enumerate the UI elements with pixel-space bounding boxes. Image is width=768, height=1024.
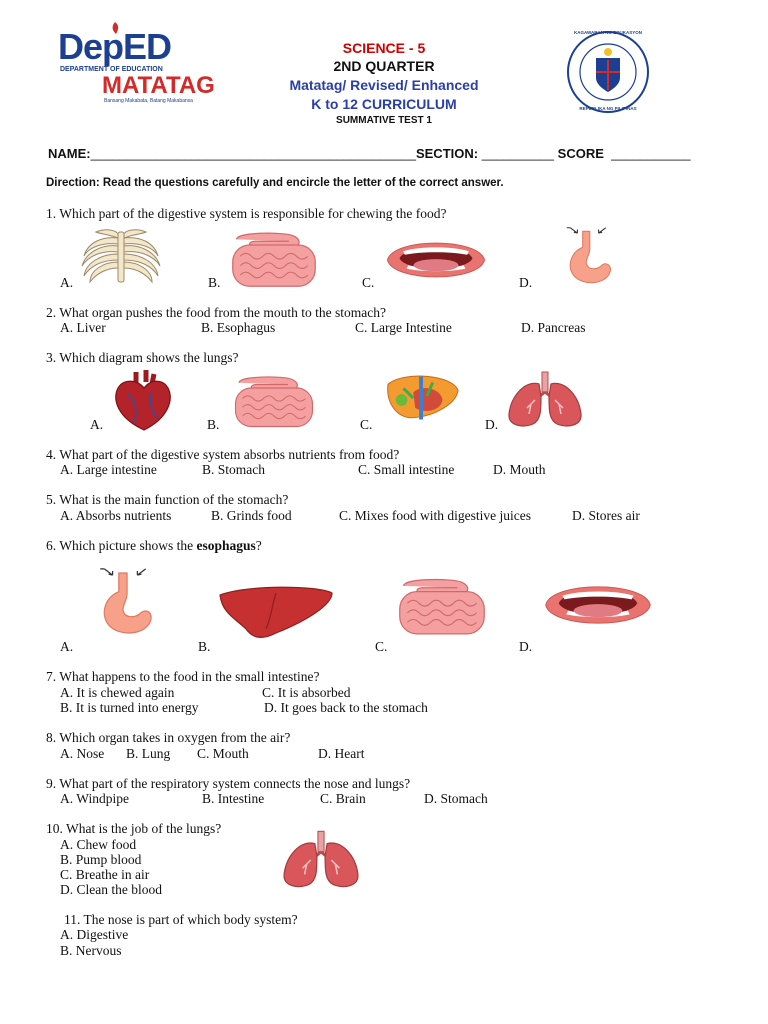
student-info-line <box>48 146 691 161</box>
q10-option-d[interactable]: D. Clean the blood <box>60 882 162 897</box>
score-blank[interactable]: ___________ <box>611 146 691 161</box>
section-label: SECTION: <box>415 146 479 161</box>
q9-option-b[interactable]: B. Intestine <box>202 791 265 806</box>
q6-option-d[interactable]: D. <box>519 639 533 654</box>
q7-option-b[interactable]: B. It is turned into energy <box>60 700 199 715</box>
q9-option-c[interactable]: C. Brain <box>320 791 366 806</box>
seal-text-top: KAGAWARAN NG EDUKASYON <box>573 30 642 35</box>
q4-option-c[interactable]: C. Small intestine <box>358 462 455 477</box>
name-label: NAME: <box>48 146 91 161</box>
name-blank[interactable]: _____________________________________________ <box>90 146 416 161</box>
q10-option-b[interactable]: B. Pump blood <box>60 852 142 867</box>
matatag-wordmark: MATATAG <box>102 72 215 99</box>
q4-option-d[interactable]: D. Mouth <box>493 462 546 477</box>
heart-image <box>108 368 178 432</box>
question-8: 8. Which organ takes in oxygen from the air? <box>46 730 291 745</box>
q2-option-a[interactable]: A. Liver <box>60 320 106 335</box>
lungs-image <box>504 370 586 430</box>
question-11: 11. The nose is part of which body system? <box>64 912 298 927</box>
curriculum-type: Matatag/ Revised/ Enhanced <box>289 77 479 93</box>
deped-wordmark: DepED <box>58 26 172 67</box>
q3-option-d[interactable]: D. <box>485 417 499 432</box>
q11-option-a[interactable]: A. Digestive <box>60 927 129 942</box>
score-label: SCORE <box>557 146 604 161</box>
q11-option-b[interactable]: B. Nervous <box>60 943 122 958</box>
deped-seal <box>566 30 650 114</box>
question-5: 5. What is the main function of the stomach? <box>46 492 289 507</box>
question-7: 7. What happens to the food in the small intestine? <box>46 669 320 684</box>
intestine-image <box>224 230 324 290</box>
q5-option-a[interactable]: A. Absorbs nutrients <box>60 508 172 523</box>
q6-option-a[interactable]: A. <box>60 639 74 654</box>
intestine-image <box>394 562 490 652</box>
question-4: 4. What part of the digestive system absorbs nutrients from food? <box>46 447 400 462</box>
question-2: 2. What organ pushes the food from the mouth to the stomach? <box>46 305 386 320</box>
stomach-image <box>558 226 618 288</box>
section-blank[interactable]: __________ <box>481 146 555 161</box>
question-9: 9. What part of the respiratory system connects the nose and lungs? <box>46 776 411 791</box>
q3-option-a[interactable]: A. <box>90 417 104 432</box>
q7-option-c[interactable]: C. It is absorbed <box>262 685 351 700</box>
q8-option-b[interactable]: B. Lung <box>126 746 171 761</box>
q10-option-a[interactable]: A. Chew food <box>60 837 137 852</box>
direction-text: Direction: Read the questions carefully and encircle the letter of the correct answer. <box>46 177 504 189</box>
q8-option-a[interactable]: A. Nose <box>60 746 105 761</box>
q2-option-c[interactable]: C. Large Intestine <box>355 320 452 335</box>
q2-option-d[interactable]: D. Pancreas <box>521 320 586 335</box>
intestine-image <box>226 374 322 430</box>
logo-tagline: Bansang Makabata, Batang Makabansa <box>104 98 193 104</box>
q1-option-a[interactable]: A. <box>60 275 74 290</box>
test-title: SUMMATIVE TEST 1 <box>336 115 432 126</box>
q4-option-b[interactable]: B. Stomach <box>202 462 265 477</box>
subject-title: SCIENCE - 5 <box>342 40 426 56</box>
q7-option-a[interactable]: A. It is chewed again <box>60 685 175 700</box>
liver-image <box>216 578 336 652</box>
deped-logo <box>58 20 228 104</box>
q1-option-b[interactable]: B. <box>208 275 221 290</box>
seal-text-bottom: REPUBLIKA NG PILIPINAS <box>579 106 637 111</box>
question-6-end: ? <box>255 538 262 553</box>
ribcage-image <box>78 228 164 288</box>
q8-option-d[interactable]: D. Heart <box>318 746 365 761</box>
lungs-image <box>280 826 362 894</box>
q4-option-a[interactable]: A. Large intestine <box>60 462 157 477</box>
liver-pancreas-image <box>384 370 462 430</box>
q6-option-b[interactable]: B. <box>198 639 211 654</box>
q10-option-c[interactable]: C. Breathe in air <box>60 867 150 882</box>
q8-option-c[interactable]: C. Mouth <box>197 746 249 761</box>
q9-option-a[interactable]: A. Windpipe <box>60 791 129 806</box>
seal-emblem <box>566 30 650 114</box>
question-6-text: 6. Which picture shows the <box>46 538 197 553</box>
esophagus-stomach-image <box>94 562 156 644</box>
q2-option-b[interactable]: B. Esophagus <box>201 320 276 335</box>
q9-option-d[interactable]: D. Stomach <box>424 791 488 806</box>
q1-option-c[interactable]: C. <box>362 275 375 290</box>
q3-option-c[interactable]: C. <box>360 417 373 432</box>
q3-option-b[interactable]: B. <box>207 417 220 432</box>
mouth-image <box>384 234 488 286</box>
question-3: 3. Which diagram shows the lungs? <box>46 350 239 365</box>
question-1: 1. Which part of the digestive system is responsible for chewing the food? <box>46 206 447 221</box>
question-10: 10. What is the job of the lungs? <box>46 821 222 836</box>
q1-option-d[interactable]: D. <box>519 275 533 290</box>
q7-option-d[interactable]: D. It goes back to the stomach <box>264 700 428 715</box>
mouth-image <box>542 570 654 640</box>
q6-option-c[interactable]: C. <box>375 639 388 654</box>
question-6-keyword: esophagus <box>196 538 256 553</box>
q5-option-d[interactable]: D. Stores air <box>572 508 640 523</box>
department-name: DEPARTMENT OF EDUCATION <box>60 66 163 73</box>
question-6 <box>46 538 262 553</box>
curriculum-title: K to 12 CURRICULUM <box>311 96 457 112</box>
q5-option-c[interactable]: C. Mixes food with digestive juices <box>339 508 531 523</box>
q5-option-b[interactable]: B. Grinds food <box>211 508 292 523</box>
quarter-title: 2ND QUARTER <box>333 58 435 74</box>
